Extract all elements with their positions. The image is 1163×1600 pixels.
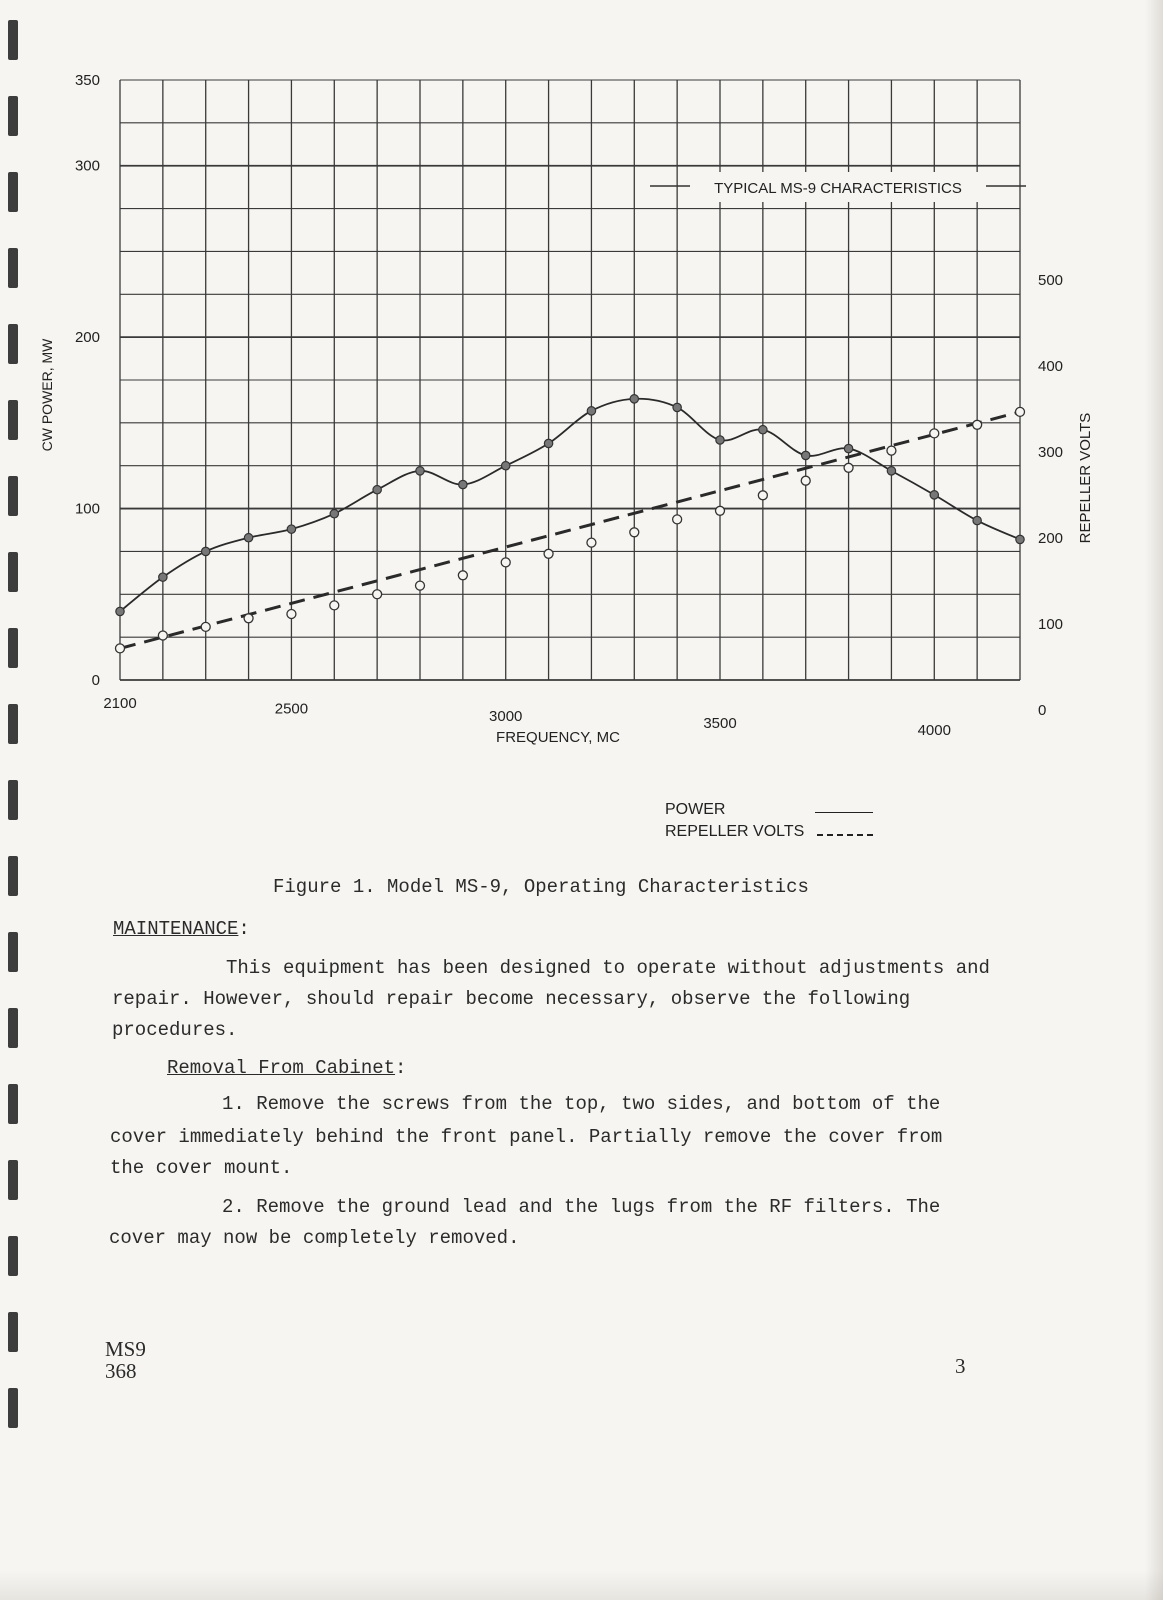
data-point-power: [202, 547, 210, 555]
chart-title: TYPICAL MS-9 CHARACTERISTICS: [714, 180, 962, 197]
step2-line-2: cover may now be completely removed.: [109, 1227, 520, 1249]
legend-repeller-volts: [665, 823, 804, 841]
footer-code-line-2: 368: [105, 1359, 137, 1383]
binding-hole: [8, 1084, 18, 1124]
data-point-repeller-volts: [458, 571, 467, 580]
page-number: 3: [955, 1354, 966, 1378]
series-line-repeller-volts: [120, 412, 1020, 649]
data-point-power: [544, 439, 552, 447]
data-point-repeller-volts: [930, 429, 939, 438]
y2-tick-label: 0: [1038, 702, 1047, 719]
binding-hole: [8, 856, 18, 896]
y2-tick-label: 100: [1038, 616, 1064, 633]
intro-line-2: repair. However, should repair become necessary, observe the following: [112, 988, 911, 1010]
binding-hole: [8, 932, 18, 972]
intro-line-3: procedures.: [112, 1019, 238, 1041]
data-point-power: [887, 467, 895, 475]
removal-subheading: [167, 1057, 406, 1079]
data-point-power: [502, 462, 510, 470]
x-tick-label: 2500: [274, 700, 309, 718]
data-point-power: [802, 451, 810, 459]
operating-characteristics-chart: [0, 0, 1163, 790]
data-point-power: [330, 510, 338, 518]
figure-caption: Figure 1. Model MS-9, Operating Characteristics: [273, 876, 809, 898]
data-point-repeller-volts: [244, 614, 253, 623]
y-tick-label: 300: [74, 157, 100, 175]
data-point-repeller-volts: [158, 631, 167, 640]
y-tick-label: 350: [74, 72, 100, 89]
y2-tick-label: 300: [1038, 444, 1064, 461]
legend-repeller-label: REPELLER VOLTS: [665, 823, 805, 840]
series-line-power: [120, 399, 1020, 612]
data-point-power: [630, 395, 638, 403]
data-point-repeller-volts: [373, 590, 382, 599]
step1-line-2: cover immediately behind the front panel. Partially remove the cover from: [110, 1126, 943, 1148]
page-bottom-shadow: [0, 1570, 1163, 1600]
maintenance-heading-colon: :: [238, 918, 250, 940]
step1-line-1: 1. Remove the screws from the top, two sides, and bottom of the: [222, 1093, 941, 1115]
x-tick-label: 3500: [703, 715, 737, 732]
footer-code-line-1: MS9: [105, 1337, 146, 1361]
data-point-repeller-volts: [1016, 407, 1025, 416]
chart-series: [116, 395, 1025, 653]
data-point-power: [287, 525, 295, 533]
maintenance-heading-text: MAINTENANCE: [113, 918, 239, 940]
data-point-power: [416, 467, 424, 475]
data-point-repeller-volts: [544, 549, 553, 558]
data-point-repeller-volts: [673, 515, 682, 524]
data-point-power: [1016, 535, 1024, 543]
step2-line-1: 2. Remove the ground lead and the lugs from the RF filters. The: [222, 1196, 941, 1218]
data-point-power: [844, 444, 852, 452]
y2-tick-label: 500: [1038, 272, 1064, 289]
data-point-repeller-volts: [201, 622, 210, 631]
y2-axis-label: REPELLER VOLTS: [1077, 412, 1094, 544]
x-tick-label: 2100: [103, 695, 137, 712]
y-tick-label: 100: [74, 500, 100, 518]
data-point-power: [973, 516, 981, 524]
data-point-repeller-volts: [287, 610, 296, 619]
data-point-repeller-volts: [887, 446, 896, 455]
data-point-repeller-volts: [844, 463, 853, 472]
step1-line-3: the cover mount.: [110, 1157, 293, 1179]
data-point-repeller-volts: [330, 601, 339, 610]
data-point-repeller-volts: [630, 528, 639, 537]
data-point-repeller-volts: [801, 476, 810, 485]
binding-hole: [8, 1312, 18, 1352]
x-tick-label: 3000: [489, 707, 523, 725]
binding-hole: [8, 1160, 18, 1200]
removal-subheading-colon: :: [395, 1057, 407, 1079]
footer-document-code: [105, 1338, 146, 1382]
data-point-repeller-volts: [758, 491, 767, 500]
legend-power-label: POWER: [665, 801, 726, 818]
data-point-power: [459, 480, 467, 488]
chart-grid: [120, 80, 1020, 680]
y-axis-label: CW POWER, MW: [39, 338, 55, 452]
maintenance-heading: [113, 918, 250, 940]
data-point-power: [930, 491, 938, 499]
intro-line-1: This equipment has been designed to operate without adjustments and: [226, 957, 990, 979]
data-point-power: [759, 426, 767, 434]
binding-hole: [8, 1008, 18, 1048]
x-tick-label: 4000: [917, 722, 951, 740]
x-axis-label: FREQUENCY, MC: [496, 729, 620, 746]
data-point-repeller-volts: [716, 506, 725, 515]
removal-subheading-text: Removal From Cabinet: [167, 1057, 396, 1079]
data-point-power: [244, 534, 252, 542]
legend-dashed-swatch: [817, 834, 873, 836]
data-point-power: [373, 486, 381, 494]
binding-hole: [8, 1388, 18, 1428]
data-point-repeller-volts: [973, 420, 982, 429]
y-tick-label: 200: [74, 329, 100, 347]
legend-power: [665, 801, 725, 819]
data-point-repeller-volts: [116, 644, 125, 653]
legend-solid-swatch: [815, 812, 873, 813]
y2-tick-label: 200: [1038, 530, 1064, 547]
data-point-repeller-volts: [501, 558, 510, 567]
data-point-power: [159, 573, 167, 581]
y-tick-label: 0: [91, 672, 100, 689]
data-point-power: [587, 407, 595, 415]
data-point-repeller-volts: [587, 538, 596, 547]
data-point-power: [116, 607, 124, 615]
y2-tick-label: 400: [1038, 358, 1064, 375]
data-point-power: [716, 436, 724, 444]
data-point-repeller-volts: [416, 581, 425, 590]
data-point-power: [673, 403, 681, 411]
binding-hole: [8, 1236, 18, 1276]
